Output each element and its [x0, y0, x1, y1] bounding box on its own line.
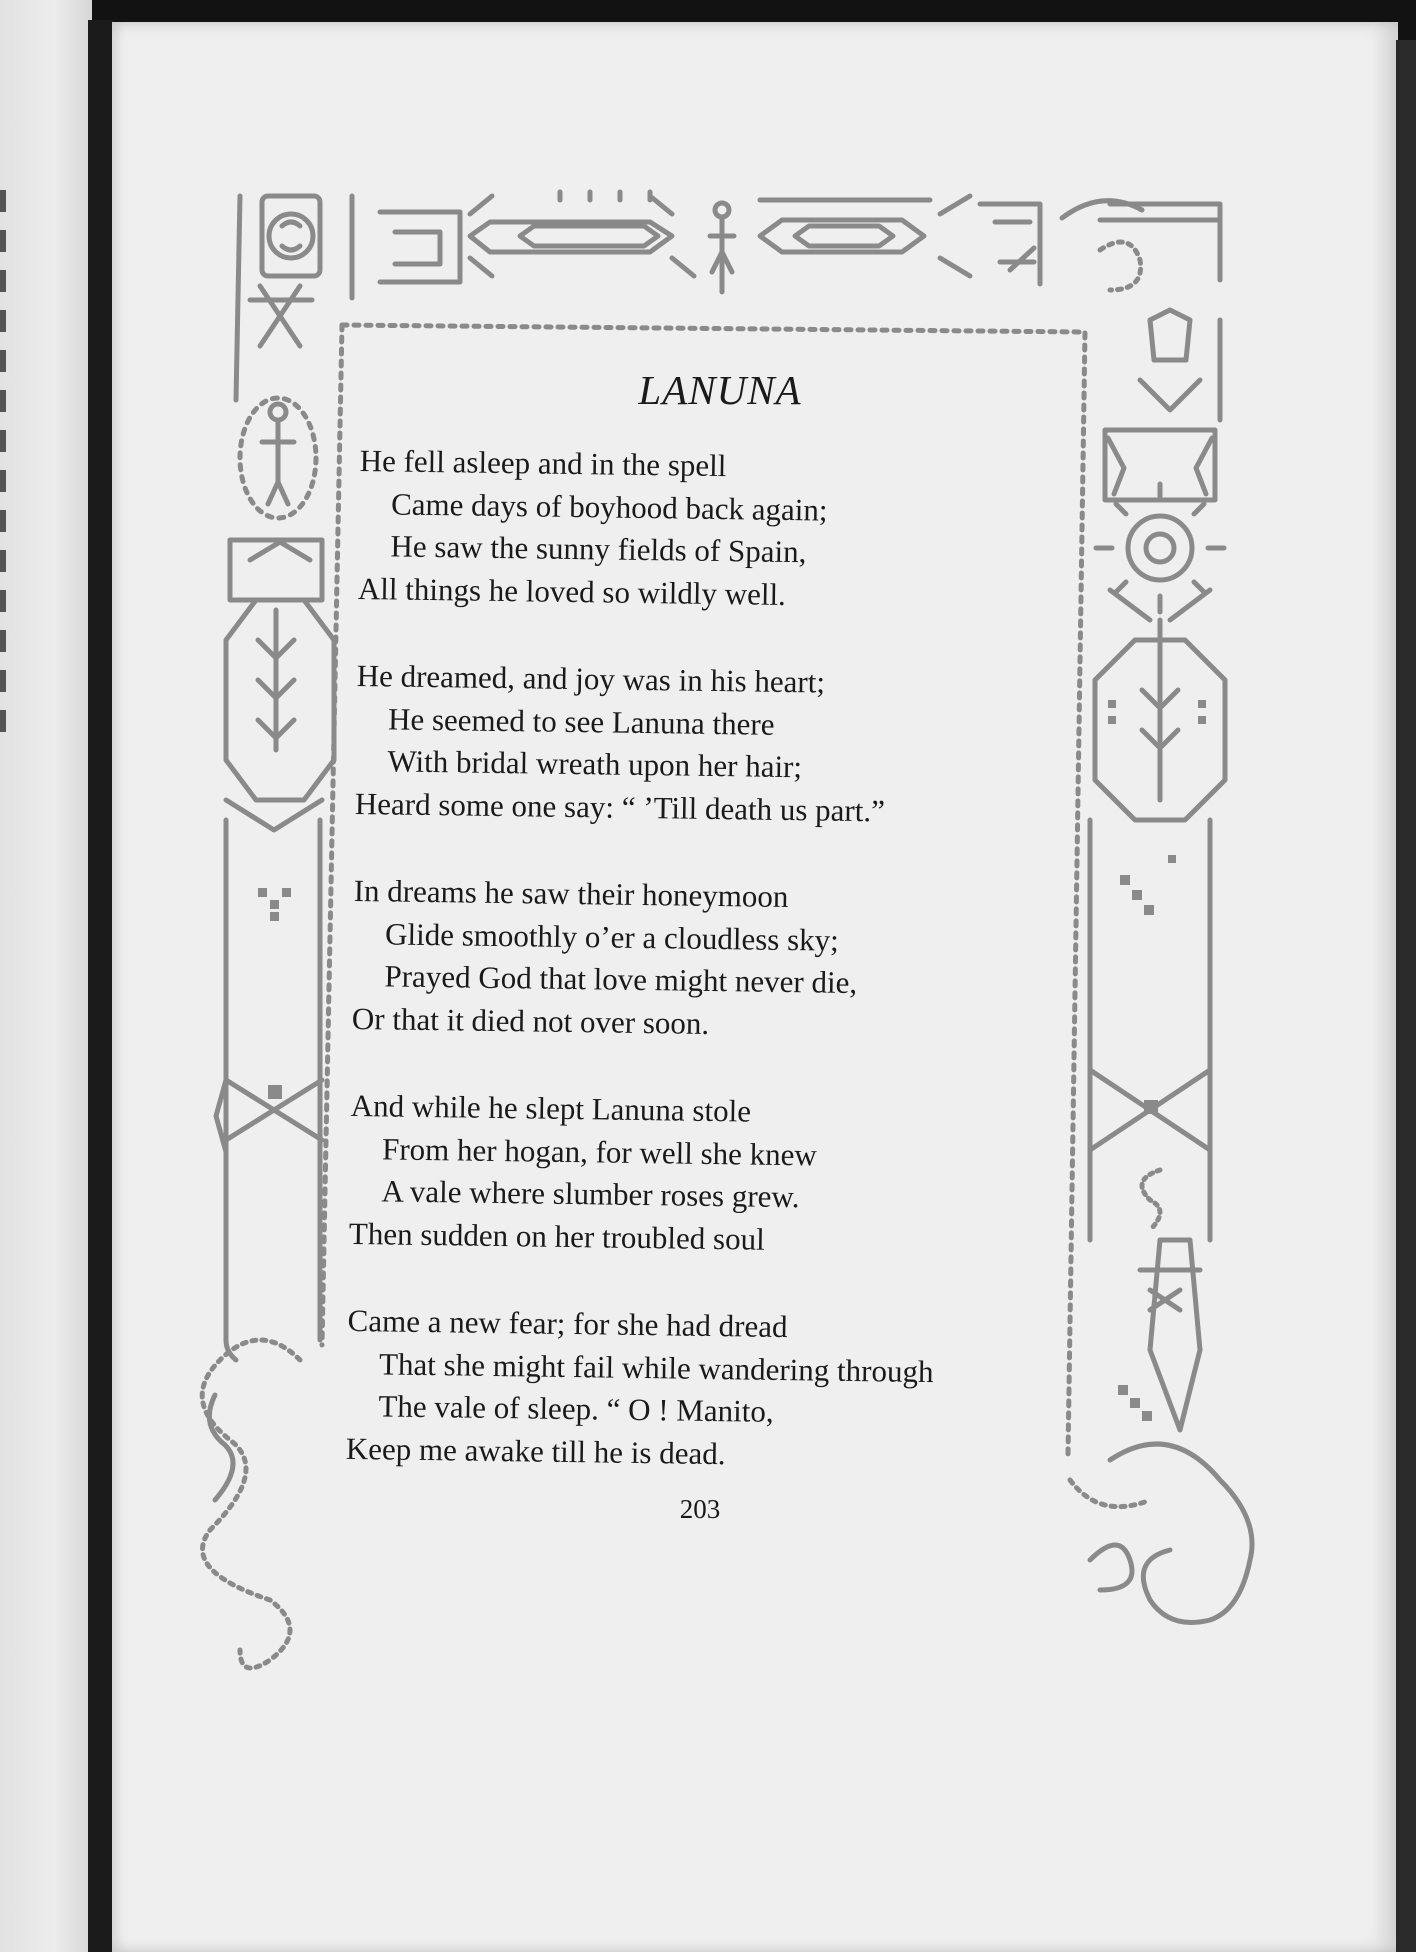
stanza [349, 1085, 1071, 1265]
stanza [355, 655, 1077, 835]
poem-line: That she might fail while wandering through [378, 1345, 934, 1389]
right-ornament-column [1070, 220, 1252, 1623]
poem-line: Prayed God that love might never die, [384, 958, 858, 1000]
poem-line: The vale of sleep. “ O ! Manito, [378, 1388, 774, 1429]
poem-title: LANUNA [638, 367, 802, 413]
poem-line: Came a new fear; for she had dread [347, 1302, 788, 1345]
left-ornament-column [202, 196, 334, 1668]
poem-line: And while he slept Lanuna stole [350, 1087, 752, 1129]
stanza [358, 440, 1080, 620]
poem-line: With bridal wreath upon her hair; [387, 743, 803, 785]
top-ornament-band [262, 192, 1220, 298]
poem-line: He fell asleep and in the spell [359, 442, 727, 484]
poem-line: All things he loved so wildly well. [357, 570, 787, 612]
poem-line: Glide smoothly o’er a cloudless sky; [384, 915, 840, 958]
stanza [352, 870, 1074, 1050]
inner-frame-dots-left [322, 325, 342, 1345]
poem-line: He saw the sunny fields of Spain, [390, 528, 807, 570]
poem-line: Keep me awake till he is dead. [345, 1430, 726, 1471]
poem-line: Or that it died not over soon. [351, 1000, 710, 1041]
poem-line: Then sudden on her troubled soul [348, 1215, 765, 1257]
poem-line: Came days of boyhood back again; [390, 485, 828, 528]
poem-line: A vale where slumber roses grew. [381, 1173, 800, 1215]
poem-body [345, 440, 1080, 1525]
poem-line: He dreamed, and joy was in his heart; [356, 657, 826, 700]
poem-line: He seemed to see Lanuna there [387, 700, 775, 742]
poem-line: From her hogan, for well she knew [381, 1130, 818, 1172]
poem-line: Heard some one say: “ ’Till death us part.” [354, 785, 886, 828]
stanza [346, 1300, 1068, 1480]
page-number: 203 [679, 1494, 721, 1524]
poem-line: In dreams he saw their honeymoon [353, 872, 789, 915]
